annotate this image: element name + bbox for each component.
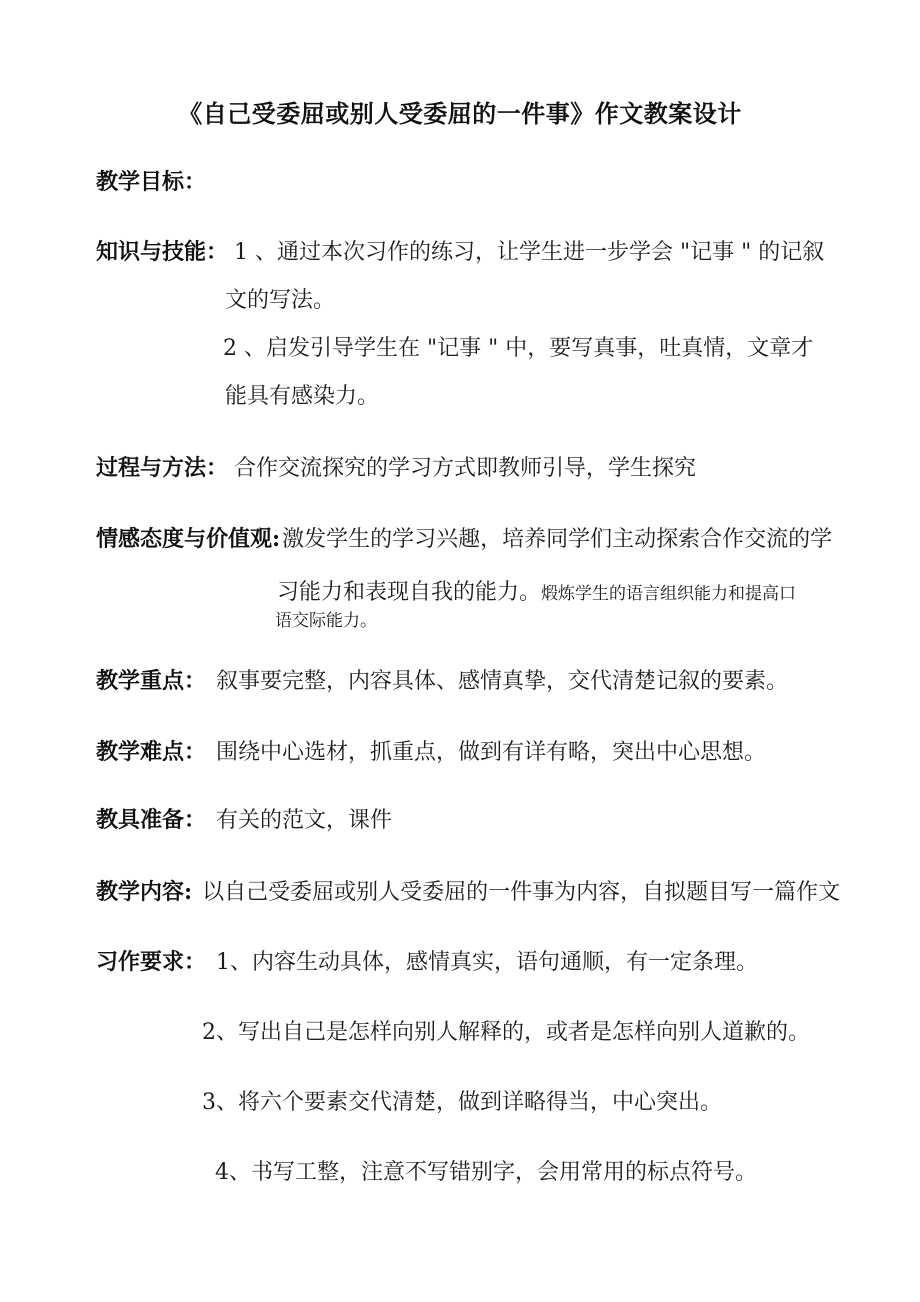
values-text-2-normal: 习能力和表现自我的能力。 [277, 580, 542, 605]
values-label: 情感态度与价值观: [96, 526, 281, 552]
values-line-3: 语交际能力。 [275, 611, 377, 631]
document-title: 《自己受委屈或别人受委屈的一件事》作文教案设计 [178, 100, 742, 128]
knowledge-label: 知识与技能： [96, 239, 229, 265]
requirement-item-3: 3、将六个要素交代清楚，做到详略得当，中心突出。 [202, 1090, 722, 1115]
process-text: 合作交流探究的学习方式即教师引导，学生探究 [234, 456, 697, 481]
knowledge-line-2: 文的写法。 [225, 288, 336, 313]
aids-text: 有关的范文，课件 [216, 808, 393, 833]
difficulty-label: 教学难点： [96, 739, 207, 765]
requirement-item-1: 1、内容生动具体，感情真实，语句通顺，有一定条理。 [216, 950, 759, 975]
values-line-2 [277, 580, 796, 605]
focus-text: 叙事要完整，内容具体、感情真挚，交代清楚记叙的要素。 [216, 669, 789, 694]
knowledge-line-4: 能具有感染力。 [225, 384, 380, 409]
focus-label: 教学重点： [96, 668, 207, 694]
content-label: 教学内容: [96, 879, 193, 905]
process-label: 过程与方法： [96, 455, 229, 481]
values-line-1 [96, 527, 832, 552]
knowledge-line-1 [96, 240, 824, 265]
content-line [96, 880, 840, 905]
knowledge-line-3: 2 、启发引导学生在 "记事 " 中，要写真事，吐真情，文章才 [223, 336, 814, 361]
focus-line [96, 669, 788, 694]
difficulty-text: 围绕中心选材，抓重点，做到有详有略，突出中心思想。 [216, 740, 767, 765]
requirements-label: 习作要求： [96, 949, 207, 975]
requirement-item-4: 4、书写工整，注意不写错别字，会用常用的标点符号。 [215, 1160, 757, 1185]
values-text-1: 激发学生的学习兴趣，培养同学们主动探索合作交流的学 [282, 527, 833, 552]
requirements-line [96, 950, 758, 975]
content-text: 以自己受委屈或别人受委屈的一件事为内容，自拟题目写一篇作文 [202, 880, 841, 905]
goals-line [96, 170, 206, 195]
knowledge-point1-text: 1 、通过本次习作的练习，让学生进一步学会 "记事 " 的记叙 [234, 240, 825, 265]
requirement-item-2: 2、写出自己是怎样向别人解释的，或者是怎样向别人道歉的。 [202, 1020, 810, 1045]
values-text-2-small: 煅炼学生的语言组织能力和提高口 [541, 584, 797, 604]
difficulty-line [96, 740, 766, 765]
process-line [96, 456, 696, 481]
aids-label: 教具准备： [96, 807, 207, 833]
goals-label: 教学目标： [96, 169, 207, 195]
aids-line [96, 808, 392, 833]
